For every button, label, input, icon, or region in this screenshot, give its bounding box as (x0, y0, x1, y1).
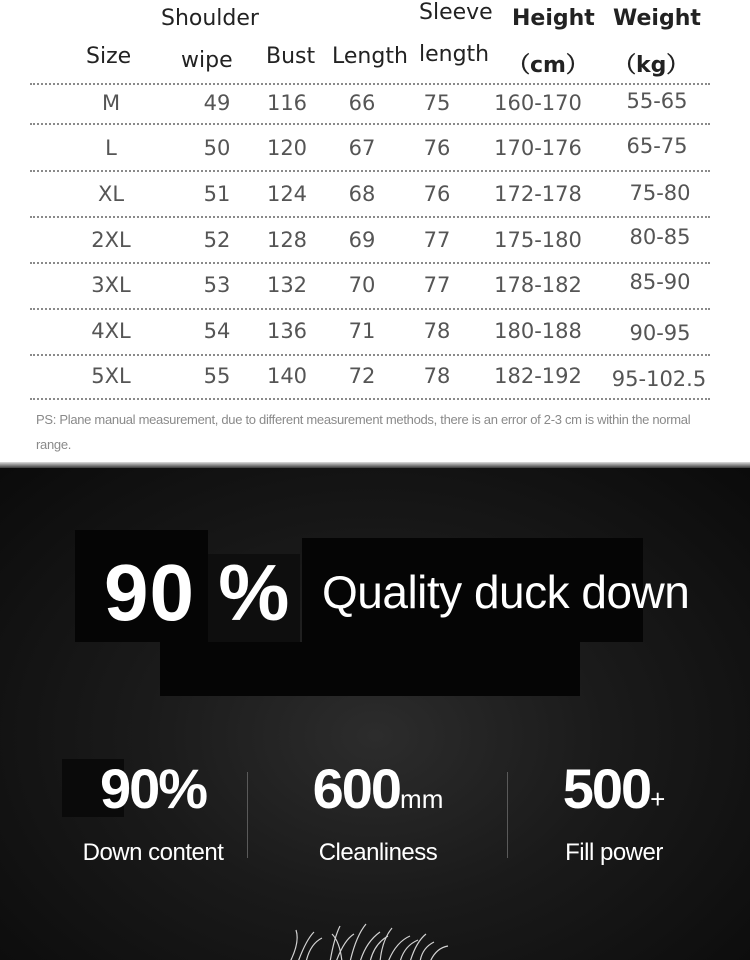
table-cell-sleeve: 78 (423, 319, 451, 343)
table-cell-height: 160-170 (494, 91, 582, 115)
stat-value: 600mm (312, 757, 444, 820)
header-size: Size (86, 44, 132, 69)
row-divider (30, 216, 710, 218)
down-percentage-headline: 90 % (104, 548, 291, 637)
table-cell-length: 69 (348, 228, 376, 252)
table-cell-bust: 136 (266, 319, 308, 343)
stat-divider (247, 772, 248, 858)
table-cell-length: 70 (348, 273, 376, 297)
table-cell-size: XL (97, 182, 125, 206)
table-cell-shoulder: 50 (203, 136, 231, 160)
row-divider (30, 398, 710, 400)
table-cell-size: L (105, 136, 117, 160)
table-cell-weight: 65-75 (626, 134, 688, 158)
table-cell-size: 2XL (91, 228, 131, 252)
row-divider (30, 83, 710, 85)
table-cell-length: 71 (348, 319, 376, 343)
table-cell-height: 172-178 (494, 182, 582, 206)
down-promo-panel (0, 462, 750, 960)
table-cell-length: 66 (348, 91, 376, 115)
table-cell-weight: 90-95 (629, 321, 691, 345)
table-cell-shoulder: 54 (203, 319, 231, 343)
table-cell-length: 72 (348, 364, 376, 388)
stat-fill-power (494, 757, 734, 869)
stat-label: Cleanliness (318, 839, 438, 866)
quality-duck-down-title: Quality duck down (322, 566, 690, 618)
table-cell-shoulder: 49 (203, 91, 231, 115)
header-sleeve: Sleeve (419, 0, 493, 25)
header-sleeve-length: length (419, 42, 490, 67)
header-height-unit: （cm） (508, 53, 588, 78)
stat-down-content (33, 757, 273, 869)
size-chart (0, 0, 750, 462)
backdrop-block (160, 642, 580, 696)
table-cell-sleeve: 76 (423, 182, 451, 206)
section-divider (0, 462, 750, 468)
table-cell-weight: 85-90 (629, 270, 691, 294)
table-cell-shoulder: 53 (203, 273, 231, 297)
table-cell-size: 3XL (91, 273, 131, 297)
table-cell-weight: 80-85 (629, 225, 691, 249)
measurement-note: PS: Plane manual measurement, due to different measurement methods, there is an error of 2-3 cm is within the normal range. (36, 412, 691, 452)
header-weight-unit: （kg） (614, 53, 689, 78)
table-cell-height: 180-188 (494, 319, 582, 343)
table-cell-height: 170-176 (494, 136, 582, 160)
table-cell-shoulder: 52 (203, 228, 231, 252)
row-divider (30, 308, 710, 310)
header-length: Length (332, 44, 408, 69)
table-cell-bust: 124 (266, 182, 308, 206)
stat-cleanliness (258, 757, 498, 869)
stat-value: 500+ (562, 757, 666, 820)
header-weight: Weight (613, 6, 701, 31)
header-shoulder: Shoulder (161, 6, 259, 31)
table-cell-sleeve: 77 (423, 228, 451, 252)
table-cell-length: 68 (348, 182, 376, 206)
table-cell-height: 178-182 (494, 273, 582, 297)
table-cell-shoulder: 55 (203, 364, 231, 388)
stat-label: Fill power (565, 839, 663, 866)
table-cell-weight: 75-80 (629, 181, 691, 205)
down-feather-image (270, 912, 470, 960)
stat-label: Down content (82, 839, 224, 866)
header-shoulder-wipe: wipe (181, 48, 233, 73)
table-cell-size: 4XL (91, 319, 131, 343)
table-cell-sleeve: 77 (423, 273, 451, 297)
table-cell-bust: 140 (266, 364, 308, 388)
table-cell-sleeve: 78 (423, 364, 451, 388)
table-cell-sleeve: 76 (423, 136, 451, 160)
stat-value: 90% (99, 757, 207, 820)
table-cell-weight: 55-65 (626, 89, 688, 113)
row-divider (30, 262, 710, 264)
row-divider (30, 354, 710, 356)
table-cell-sleeve: 75 (423, 91, 451, 115)
table-cell-length: 67 (348, 136, 376, 160)
table-cell-height: 182-192 (494, 364, 582, 388)
header-bust: Bust (266, 44, 316, 69)
table-cell-bust: 120 (266, 136, 308, 160)
table-cell-bust: 128 (266, 228, 308, 252)
table-cell-bust: 132 (266, 273, 308, 297)
row-divider (30, 170, 710, 172)
table-cell-size: 5XL (91, 364, 131, 388)
table-cell-shoulder: 51 (203, 182, 231, 206)
row-divider (30, 123, 710, 125)
table-cell-weight: 95-102.5 (611, 367, 707, 391)
table-cell-size: M (101, 91, 121, 115)
header-height: Height (512, 6, 595, 31)
table-cell-bust: 116 (266, 91, 308, 115)
table-cell-height: 175-180 (494, 228, 582, 252)
